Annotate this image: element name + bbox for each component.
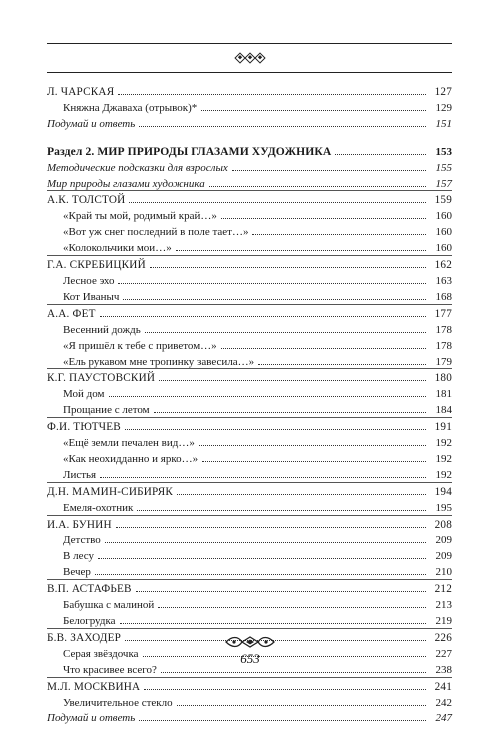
- toc-work-row[interactable]: [47, 321, 452, 337]
- toc-entry-title: «Ещё земли печален вид…»: [63, 437, 195, 450]
- toc-entry-title: Прощание с летом: [63, 404, 150, 417]
- toc-entry-title: Подумай и ответь: [47, 117, 136, 130]
- toc-author-row[interactable]: [47, 515, 452, 532]
- toc-entry-title: «Колокольчики мои…»: [63, 242, 172, 255]
- toc-entry-page: 160: [435, 242, 452, 255]
- dot-leader: [139, 709, 426, 721]
- toc-work-row[interactable]: [47, 353, 452, 369]
- toc-work-row[interactable]: [47, 547, 452, 563]
- toc-author-row[interactable]: [47, 255, 452, 272]
- toc-work-row[interactable]: [47, 563, 452, 579]
- toc-entry-title: Л. ЧАРСКАЯ: [47, 86, 115, 98]
- dot-leader: [120, 612, 426, 624]
- toc-entry-title: Лесное эхо: [63, 274, 115, 287]
- toc-author-row[interactable]: [47, 190, 452, 207]
- toc-entry-title: Весенний дождь: [63, 323, 141, 336]
- toc-entry-page: 177: [434, 307, 452, 320]
- toc-entry-page: 160: [435, 226, 452, 239]
- dot-leader: [109, 385, 427, 397]
- dot-leader: [145, 321, 426, 333]
- toc-entry-title: «Вот уж снег последний в поле тает…»: [63, 226, 249, 239]
- dot-leader: [144, 678, 426, 690]
- toc-entry-title: Мой дом: [63, 388, 105, 401]
- toc-entry-page: 213: [435, 599, 452, 612]
- toc-entry-title: «Как неохидданно и ярко…»: [63, 452, 199, 465]
- dot-leader: [137, 499, 426, 511]
- toc-entry-title: Вечер: [63, 566, 91, 579]
- toc-work-row[interactable]: [47, 450, 452, 466]
- toc-work-row[interactable]: [47, 207, 452, 223]
- toc-work-row[interactable]: [47, 596, 452, 612]
- dot-leader: [100, 466, 426, 478]
- dot-leader: [158, 596, 426, 608]
- toc-entry-page: 226: [434, 631, 452, 644]
- toc-entry-page: 192: [435, 437, 452, 450]
- toc-entry-page: 192: [435, 452, 452, 465]
- toc-entry-title: «Край ты мой, родимый край…»: [63, 210, 217, 223]
- toc-entry-title: Детство: [63, 534, 101, 547]
- toc-italic-row[interactable]: [47, 115, 452, 131]
- toc-entry-page: 247: [435, 712, 452, 725]
- toc-work-row[interactable]: [47, 434, 452, 450]
- dot-leader: [201, 99, 426, 111]
- dot-leader: [177, 483, 426, 495]
- toc-work-row[interactable]: [47, 337, 452, 353]
- toc-work-row[interactable]: [47, 531, 452, 547]
- dot-leader: [116, 516, 426, 528]
- dot-leader: [95, 563, 426, 575]
- toc-entry-page: 227: [435, 647, 452, 660]
- toc-entry-title: Ф.И. ТЮТЧЕВ: [47, 421, 121, 434]
- dot-leader: [125, 418, 426, 430]
- toc-section-row[interactable]: [47, 143, 452, 159]
- toc-entry-page: 242: [435, 696, 452, 709]
- section-spacer: [47, 131, 452, 143]
- toc-author-row[interactable]: [47, 482, 452, 499]
- toc-entry-title: Раздел 2. МИР ПРИРОДЫ ГЛАЗАМИ ХУДОЖНИКА: [47, 144, 332, 158]
- toc-entry-title: М.Л. МОСКВИНА: [47, 680, 141, 693]
- dot-leader: [118, 83, 426, 95]
- header-ornament-band: [47, 43, 452, 73]
- dot-leader: [177, 694, 426, 706]
- toc-entry-title: Подумай и ответь: [47, 712, 136, 725]
- dot-leader: [105, 531, 426, 543]
- toc-entry-title: Белогрудка: [63, 615, 116, 627]
- dot-leader: [202, 450, 426, 462]
- toc-entry-title: Емеля-охотник: [63, 501, 134, 514]
- toc-entry-page: 212: [434, 583, 452, 596]
- toc-entry-title: И.А. БУНИН: [47, 518, 112, 531]
- table-of-contents: [47, 83, 452, 725]
- toc-entry-title: А.К. ТОЛСТОЙ: [47, 194, 126, 207]
- toc-entry-title: Г.А. СКРЕБИЦКИЙ: [47, 259, 146, 272]
- dot-leader: [139, 115, 426, 127]
- dot-leader: [100, 305, 426, 317]
- toc-entry-page: 238: [435, 663, 452, 676]
- toc-entry-page: 160: [435, 210, 452, 223]
- dot-leader: [252, 223, 426, 235]
- toc-entry-title: В лесу: [63, 550, 94, 563]
- toc-entry-page: 210: [435, 566, 452, 579]
- toc-entry-page: 179: [435, 355, 452, 368]
- dot-leader: [159, 369, 426, 381]
- toc-entry-page: 184: [435, 404, 452, 417]
- toc-entry-title: Кот Иваныч: [63, 290, 120, 303]
- dot-leader: [258, 353, 426, 365]
- dot-leader: [176, 239, 426, 251]
- toc-work-row[interactable]: [47, 612, 452, 628]
- toc-entry-page: 153: [435, 145, 452, 158]
- toc-entry-page: 219: [435, 615, 452, 627]
- toc-entry-title: Д.Н. МАМИН-СИБИРЯК: [47, 485, 174, 498]
- dot-leader: [221, 337, 426, 349]
- dot-leader: [154, 401, 426, 413]
- toc-entry-title: Б.В. ЗАХОДЕР: [47, 631, 122, 644]
- toc-italic-row[interactable]: [47, 175, 452, 191]
- toc-entry-page: 209: [435, 550, 452, 563]
- toc-author-row[interactable]: [47, 677, 452, 694]
- toc-entry-title: Мир природы глазами художника: [47, 177, 205, 190]
- toc-entry-title: Увеличительное стекло: [63, 696, 173, 709]
- dot-leader: [199, 434, 426, 446]
- toc-author-row[interactable]: [47, 304, 452, 321]
- toc-entry-page: 129: [435, 101, 452, 114]
- toc-work-row[interactable]: [47, 694, 452, 710]
- toc-entry-title: Княжна Джаваха (отрывок)*: [63, 101, 198, 114]
- dot-leader: [136, 580, 426, 592]
- toc-entry-title: «Ель рукавом мне тропинку завесила…»: [63, 355, 255, 368]
- toc-entry-page: 191: [434, 421, 452, 434]
- toc-entry-title: Что красивее всего?: [63, 663, 157, 676]
- dot-leader: [118, 272, 426, 284]
- toc-author-row[interactable]: [47, 417, 452, 434]
- toc-entry-page: 178: [435, 323, 452, 336]
- toc-work-row[interactable]: [47, 239, 452, 255]
- toc-entry-page: 157: [435, 177, 452, 190]
- toc-work-row[interactable]: [47, 466, 452, 482]
- toc-italic-row[interactable]: [47, 159, 452, 175]
- toc-entry-title: Бабушка с малиной: [63, 599, 155, 612]
- toc-entry-page: 178: [435, 339, 452, 352]
- toc-entry-page: 181: [435, 388, 452, 401]
- toc-entry-page: 151: [435, 117, 452, 130]
- toc-work-row[interactable]: [47, 499, 452, 515]
- dot-leader: [232, 159, 426, 171]
- toc-entry-page: 168: [435, 290, 452, 303]
- toc-work-row[interactable]: [47, 223, 452, 239]
- toc-work-row[interactable]: [47, 288, 452, 304]
- dot-leader: [123, 288, 426, 300]
- toc-entry-page: 209: [435, 534, 452, 547]
- toc-italic-row[interactable]: [47, 709, 452, 725]
- toc-entry-title: Серая звёздочка: [63, 647, 139, 660]
- toc-entry-page: 192: [435, 468, 452, 481]
- dot-leader: [221, 207, 426, 219]
- toc-entry-page: 159: [434, 194, 452, 207]
- toc-entry-title: К.Г. ПАУСТОВСКИЙ: [47, 372, 156, 385]
- dot-leader: [209, 175, 426, 187]
- toc-entry-page: 127: [434, 86, 452, 98]
- toc-entry-page: 163: [435, 274, 452, 287]
- diamond-ornament-icon: [236, 54, 264, 62]
- toc-entry-page: 195: [435, 501, 452, 514]
- toc-author-row[interactable]: [47, 579, 452, 596]
- toc-work-row[interactable]: [47, 99, 452, 115]
- toc-entry-title: «Я пришёл к тебе с приветом…»: [63, 339, 217, 352]
- toc-entry-page: 194: [434, 485, 452, 498]
- toc-work-row[interactable]: [47, 272, 452, 288]
- dot-leader: [129, 191, 426, 203]
- toc-entry-title: А.А. ФЕТ: [47, 307, 96, 320]
- dot-leader: [335, 143, 426, 155]
- dot-leader: [150, 256, 426, 268]
- toc-entry-title: Листья: [63, 468, 97, 481]
- toc-entry-page: 241: [434, 680, 452, 693]
- toc-work-row[interactable]: [47, 385, 452, 401]
- toc-entry-title: Методические подсказки для взрослых: [47, 161, 228, 174]
- toc-work-row[interactable]: [47, 401, 452, 417]
- page-number: 653: [240, 651, 260, 666]
- dot-leader: [98, 547, 426, 559]
- toc-author-row[interactable]: [47, 368, 452, 385]
- toc-entry-page: 155: [435, 161, 452, 174]
- toc-entry-page: 208: [434, 518, 452, 531]
- toc-entry-title: В.П. АСТАФЬЕВ: [47, 583, 132, 596]
- toc-entry-page: 162: [434, 259, 452, 272]
- flourish-ornament-icon: [224, 634, 276, 650]
- toc-author-row[interactable]: [47, 83, 452, 99]
- toc-entry-page: 180: [434, 372, 452, 385]
